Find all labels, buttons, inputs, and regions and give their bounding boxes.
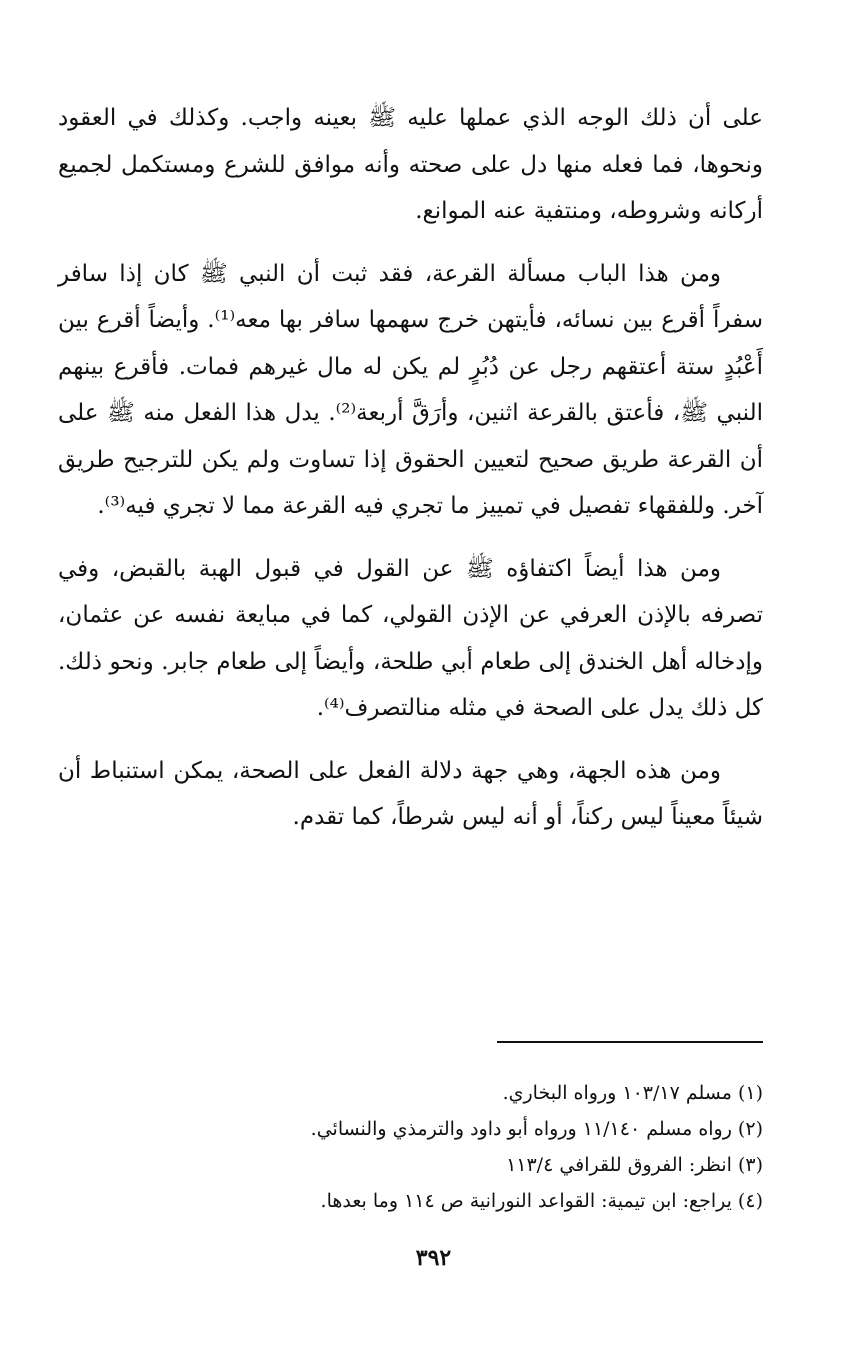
paragraph-4: ومن هذه الجهة، وهي جهة دلالة الفعل على الصحة، يمكن استنباط أن شيئاً معيناً ليس ركناً، أو أنه ليس شرطاً، كما تقدم. xyxy=(58,757,763,830)
footnotes-list xyxy=(200,1075,763,1219)
paragraph-3: ومن هذا أيضاً اكتفاؤه ﷺ عن القول في قبول الهبة بالقبض، وفي تصرفه بالإذن العرفي عن الإذن القولي، كما في مبايعة نفسه عن عثمان، وإدخاله أهل الخندق إلى طعام أبي طلحة، وأيضاً إلى طعام جابر. ونحو ذلك. كل ذلك يدل على الصحة في مثله منالتصرف⁽⁴⁾. xyxy=(58,555,763,721)
main-text xyxy=(58,95,763,857)
footnote-1: (١) مسلم ١٠٣/١٧ ورواه البخاري. xyxy=(502,1082,763,1104)
footnote-3: (٣) انظر: الفروق للقرافي ١١٣/٤ xyxy=(506,1154,763,1176)
paragraph-2: ومن هذا الباب مسألة القرعة، فقد ثبت أن النبي ﷺ كان إذا سافر سفراً أقرع بين نسائه، فأيتهن خرج سهمها سافر بها معه⁽¹⁾. وأيضاً أقرع بين أَعْبُدٍ ستة أعتقهم رجل عن دُبُرٍ لم يكن له مال غيرهم فمات. فأقرع بينهم النبي ﷺ، فأعتق بالقرعة اثنين، وأرَقَّ أربعة⁽²⁾. يدل هذا الفعل منه ﷺ على أن القرعة طريق صحيح لتعيين الحقوق إذا تساوت ولم يكن للترجيح طريق آخر. وللفقهاء تفصيل في تمييز ما تجري فيه القرعة مما لا تجري فيه⁽³⁾. xyxy=(58,260,763,519)
footnote-divider xyxy=(497,1041,763,1043)
paragraph-1: على أن ذلك الوجه الذي عملها عليه ﷺ بعينه واجب. وكذلك في العقود ونحوها، فما فعله منها دل على صحته وأنه موافق للشرع ومستكمل لجميع أركانه وشروطه، ومنتفية عنه الموانع. xyxy=(58,105,763,224)
footnote-4: (٤) يراجع: ابن تيمية: القواعد النورانية ص ١١٤ وما بعدها. xyxy=(320,1190,763,1212)
page-number: ٣٩٢ xyxy=(415,1245,452,1271)
footnote-2: (٢) رواه مسلم ١١/١٤٠ ورواه أبو داود والترمذي والنسائي. xyxy=(310,1118,763,1140)
